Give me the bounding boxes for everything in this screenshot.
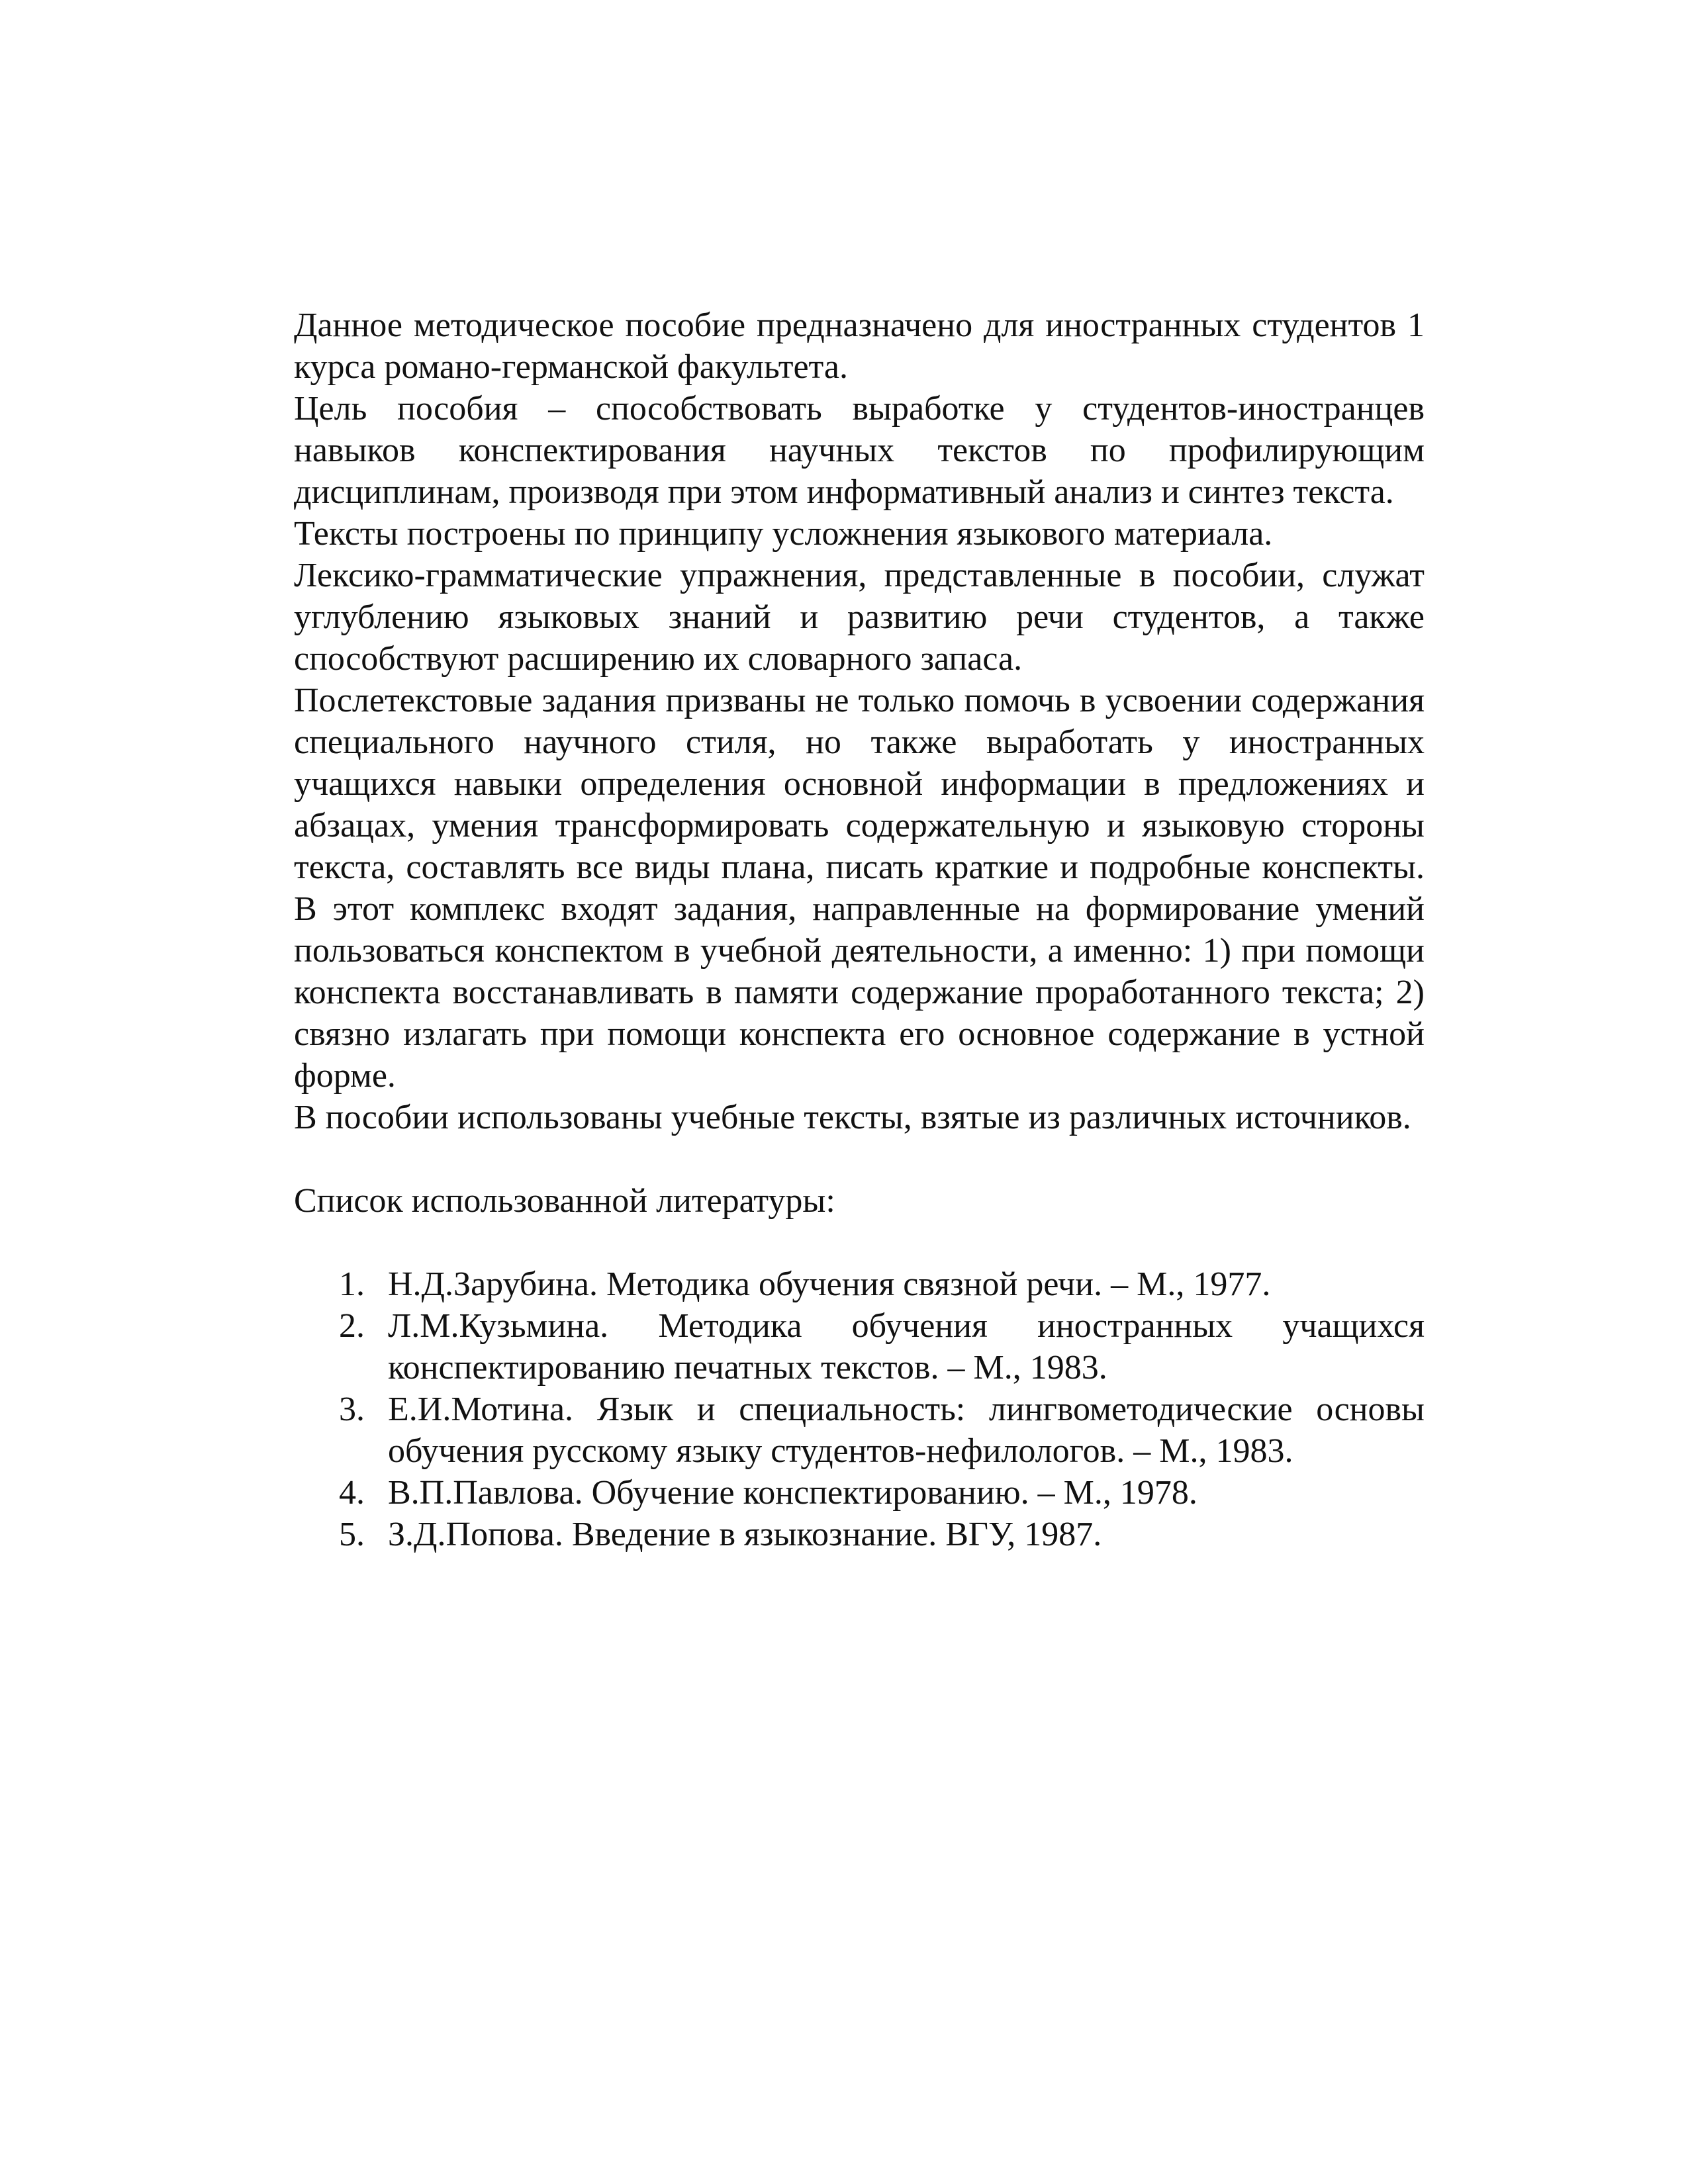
reference-item: [294, 1263, 1425, 1305]
reference-text: В.П.Павлова. Обучение конспектированию. – М., 1978.: [388, 1474, 1197, 1512]
reference-number: 5.: [339, 1516, 365, 1553]
reference-text: Л.М.Кузьмина. Методика обучения иностранных учащихся конспектированию печатных текстов. – М., 1983.: [388, 1307, 1425, 1387]
paragraph-exercises: Лексико-грамматические упражнения, представленные в пособии, служат углублению языковых знаний и развитию речи студентов, а также способствуют расширению их словарного запаса.: [294, 557, 1425, 678]
paragraph-purpose: Данное методическое пособие предназначено для иностранных студентов 1 курса романо-германской факультета.: [294, 306, 1425, 386]
reference-number: 1.: [339, 1265, 365, 1303]
reference-text: Н.Д.Зарубина. Методика обучения связной речи. – М., 1977.: [388, 1265, 1271, 1303]
document-body: [294, 304, 1425, 1555]
reference-number: 4.: [339, 1474, 365, 1512]
paragraph-post-text-tasks: Послетекстовые задания призваны не только помочь в усвоении содержания специального научного стиля, но также выработать у иностранных учащихся навыки определения основной информации в предложениях и абзацах, умения трансформировать содержательную и языковую стороны текста, составлять все виды плана, писать краткие и подробные конспекты. В этот комплекс входят задания, направленные на формирование умений пользоваться конспектом в учебной деятельности, а именно: 1) при помощи конспекта восстанавливать в памяти содержание проработанного текста; 2) связно излагать при помощи конспекта его основное содержание в устной форме.: [294, 682, 1425, 1095]
reference-item: [294, 1305, 1425, 1388]
reference-item: [294, 1388, 1425, 1472]
paragraph-goal: Цель пособия – способствовать выработке у студентов-иностранцев навыков конспектирования научных текстов по профилирующим дисциплинам, производя при этом информативный анализ и синтез текста.: [294, 390, 1425, 511]
paragraph-sources: В пособии использованы учебные тексты, взятые из различных источников.: [294, 1099, 1411, 1136]
reference-text: З.Д.Попова. Введение в языкознание. ВГУ, 1987.: [388, 1516, 1102, 1553]
references-heading: Список использованной литературы:: [294, 1182, 835, 1220]
reference-item: [294, 1514, 1425, 1555]
references-list: [294, 1263, 1425, 1555]
reference-item: [294, 1472, 1425, 1514]
paragraph-texts-principle: Тексты построены по принципу усложнения языкового материала.: [294, 515, 1273, 553]
reference-number: 2.: [339, 1307, 365, 1345]
reference-number: 3.: [339, 1390, 365, 1428]
reference-text: Е.И.Мотина. Язык и специальность: лингвометодические основы обучения русскому языку студентов-нефилологов. – М., 1983.: [388, 1390, 1425, 1470]
